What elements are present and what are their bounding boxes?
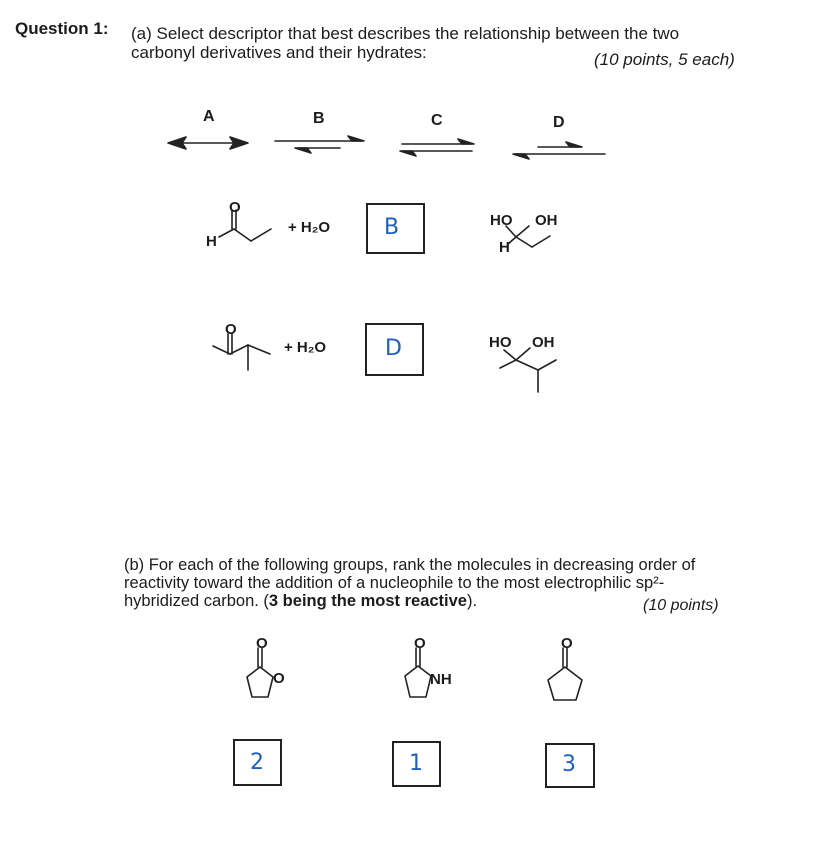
hydrate1-ho: HO (490, 212, 513, 229)
descriptor-label-d[interactable]: D (553, 114, 565, 131)
question-label: Question 1: (15, 19, 109, 38)
row1-reagent: + H₂O (288, 219, 331, 236)
lactone-structure (247, 648, 273, 697)
row2-answer: D (385, 336, 402, 361)
arrow-d-equilibrium (513, 142, 605, 159)
rank-lactone: 2 (250, 750, 264, 775)
lactam-structure (405, 648, 431, 697)
part-b-line2: reactivity toward the addition of a nucleophile to the most electrophilic sp²- (124, 574, 665, 592)
rank-box-lactam[interactable] (392, 741, 441, 787)
rank-box-lactone[interactable] (233, 739, 282, 786)
cyclopentanone-structure (548, 648, 582, 700)
propanal-structure (219, 210, 271, 241)
propanal-hydrate-structure (506, 226, 550, 247)
arrow-c-equilibrium (400, 139, 474, 156)
part-a-prompt-line1: (a) Select descriptor that best describes the relationship between the two (131, 24, 680, 43)
row1-answer: B (384, 215, 400, 240)
propanal-oxygen: O (229, 199, 241, 216)
lactone-carbonyl-oxygen: O (256, 635, 268, 652)
hydrate2-oh: OH (532, 334, 555, 351)
part-b-line3-end: ). (467, 592, 478, 610)
hydrate1-h: H (499, 239, 510, 256)
lactam-ring-nh: NH (430, 671, 452, 688)
part-b-emphasis: 3 being the most reactive (268, 592, 467, 610)
row2-answer-box[interactable] (365, 323, 424, 376)
descriptor-label-a[interactable]: A (203, 108, 215, 125)
rank-lactam: 1 (409, 751, 423, 776)
row2-reagent: + H₂O (284, 339, 327, 356)
part-b-line3-start: hybridized carbon. ( (124, 592, 269, 610)
cyclopentanone-oxygen: O (561, 635, 573, 652)
methylbutanone-hydrate-structure (500, 348, 556, 392)
arrow-a-resonance (168, 137, 248, 149)
descriptor-label-b[interactable]: B (313, 110, 325, 127)
part-b-line1: (b) For each of the following groups, rank the molecules in decreasing order of (124, 556, 696, 574)
lactone-ring-oxygen: O (273, 670, 285, 687)
row1-answer-box[interactable] (366, 203, 425, 254)
hydrate2-ho: HO (489, 334, 512, 351)
part-a-prompt-line2: carbonyl derivatives and their hydrates: (131, 43, 427, 62)
methylbutanone-structure (213, 334, 270, 370)
lactam-carbonyl-oxygen: O (414, 635, 426, 652)
arrow-b-equilibrium (275, 136, 364, 153)
ketone-oxygen: O (225, 321, 237, 338)
part-a-points: (10 points, 5 each) (594, 50, 735, 69)
rank-box-cyclopentanone[interactable] (545, 743, 595, 788)
descriptor-label-c[interactable]: C (431, 112, 443, 129)
part-b-points: (10 points) (643, 597, 719, 614)
hydrate1-oh: OH (535, 212, 558, 229)
propanal-hydrogen: H (206, 233, 217, 250)
rank-cyclopentanone: 3 (562, 752, 576, 777)
